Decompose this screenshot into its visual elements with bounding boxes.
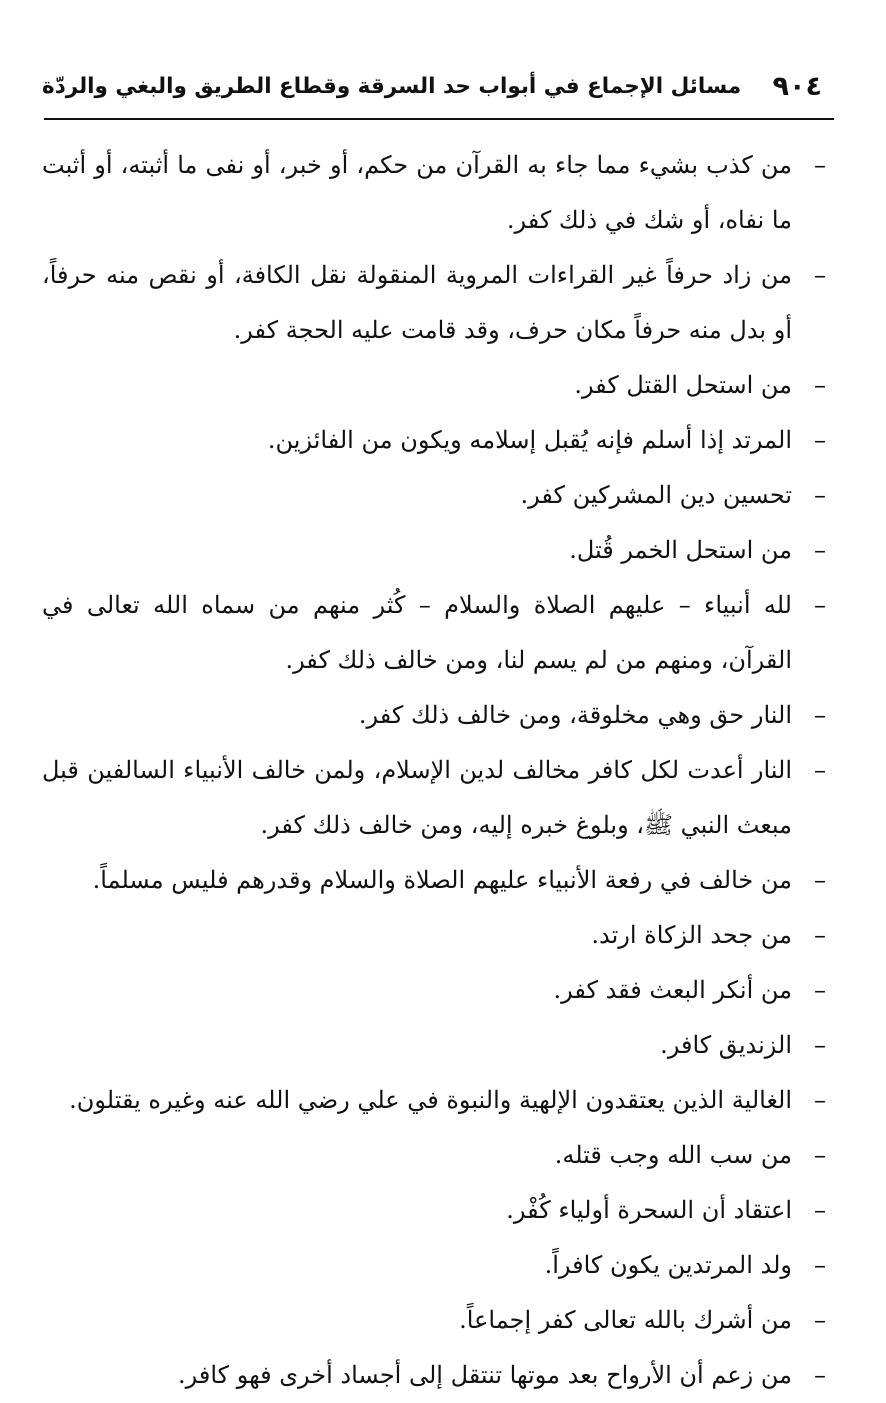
list-item: [42, 358, 826, 413]
list-item: [42, 523, 826, 578]
item-text: تحسين دين المشركين كفر.: [520, 481, 792, 509]
bullet-dash: –: [814, 1361, 826, 1389]
list-item: [42, 1073, 826, 1128]
list-item: [42, 853, 826, 908]
list-item: [42, 963, 826, 1018]
bullet-dash: –: [814, 701, 826, 729]
bullet-dash: –: [814, 921, 826, 949]
item-text: من أشرك بالله تعالى كفر إجماعاً.: [459, 1306, 792, 1334]
item-text: من خالف في رفعة الأنبياء عليهم الصلاة والسلام وقدرهم فليس مسلماً.: [92, 866, 792, 894]
list-item: [42, 743, 826, 853]
item-text: المرتد إذا أسلم فإنه يُقبل إسلامه ويكون من الفائزين.: [267, 426, 792, 454]
bullet-dash: –: [814, 1031, 826, 1059]
item-text: من زعم أن الأرواح بعد موتها تنتقل إلى أجساد أخرى فهو كافر.: [177, 1361, 792, 1389]
item-text: اعتقاد أن السحرة أولياء كُفْر.: [506, 1196, 792, 1224]
rulings-list: [42, 138, 826, 1403]
bullet-dash: –: [814, 371, 826, 399]
list-item: [42, 1183, 826, 1238]
list-item: [42, 138, 826, 248]
bullet-dash: –: [814, 976, 826, 1004]
item-text: الزنديق كافر.: [660, 1031, 792, 1059]
page-number: ٩٠٤: [772, 70, 822, 102]
bullet-dash: –: [814, 1141, 826, 1169]
item-text: من جحد الزكاة ارتد.: [591, 921, 792, 949]
item-text: من استحل الخمر قُتل.: [569, 536, 792, 564]
running-title: مسائل الإجماع في أبواب حد السرقة وقطاع الطريق والبغي والردّة: [42, 73, 742, 99]
bullet-dash: –: [814, 151, 826, 179]
bullet-dash: –: [814, 1251, 826, 1279]
bullet-dash: –: [814, 756, 826, 784]
list-item: [42, 1293, 826, 1348]
item-text: الغالية الذين يعتقدون الإلهية والنبوة في علي رضي الله عنه وغيره يقتلون.: [69, 1086, 792, 1114]
bullet-dash: –: [814, 1196, 826, 1224]
item-text: النار حق وهي مخلوقة، ومن خالف ذلك كفر.: [358, 701, 792, 729]
bullet-dash: –: [814, 866, 826, 894]
item-text: من سب الله وجب قتله.: [554, 1141, 792, 1169]
list-item: [42, 578, 826, 688]
list-item: [42, 908, 826, 963]
item-text: لله أنبياء – عليهم الصلاة والسلام – كُثر منهم من سماه الله تعالى في القرآن، ومنهم من لم يسم لنا، ومن خالف ذلك كفر.: [42, 591, 792, 674]
list-item: [42, 1238, 826, 1293]
item-text: النار أعدت لكل كافر مخالف لدين الإسلام، ولمن خالف الأنبياء السالفين قبل مبعث النبي ﷺ، وبلوغ خبره إليه، ومن خالف ذلك كفر.: [42, 756, 792, 839]
bullet-dash: –: [814, 1086, 826, 1114]
bullet-dash: –: [814, 261, 826, 289]
bullet-dash: –: [814, 536, 826, 564]
bullet-dash: –: [814, 426, 826, 454]
page-header: [42, 62, 822, 110]
item-text: من استحل القتل كفر.: [574, 371, 792, 399]
list-item: [42, 468, 826, 523]
list-item: [42, 413, 826, 468]
bullet-dash: –: [814, 591, 826, 619]
item-text: من كذب بشيء مما جاء به القرآن من حكم، أو خبر، أو نفى ما أثبته، أو أثبت ما نفاه، أو شك في ذلك كفر.: [42, 151, 792, 234]
list-item: [42, 1348, 826, 1403]
list-item: [42, 1128, 826, 1183]
list-item: [42, 688, 826, 743]
list-item: [42, 248, 826, 358]
list-item: [42, 1018, 826, 1073]
item-text: من زاد حرفاً غير القراءات المروية المنقولة نقل الكافة، أو نقص منه حرفاً، أو بدل منه حرفاً مكان حرف، وقد قامت عليه الحجة كفر.: [42, 261, 792, 344]
header-divider: [44, 118, 834, 120]
bullet-dash: –: [814, 481, 826, 509]
item-text: من أنكر البعث فقد كفر.: [553, 976, 792, 1004]
bullet-dash: –: [814, 1306, 826, 1334]
item-text: ولد المرتدين يكون كافراً.: [544, 1251, 792, 1279]
